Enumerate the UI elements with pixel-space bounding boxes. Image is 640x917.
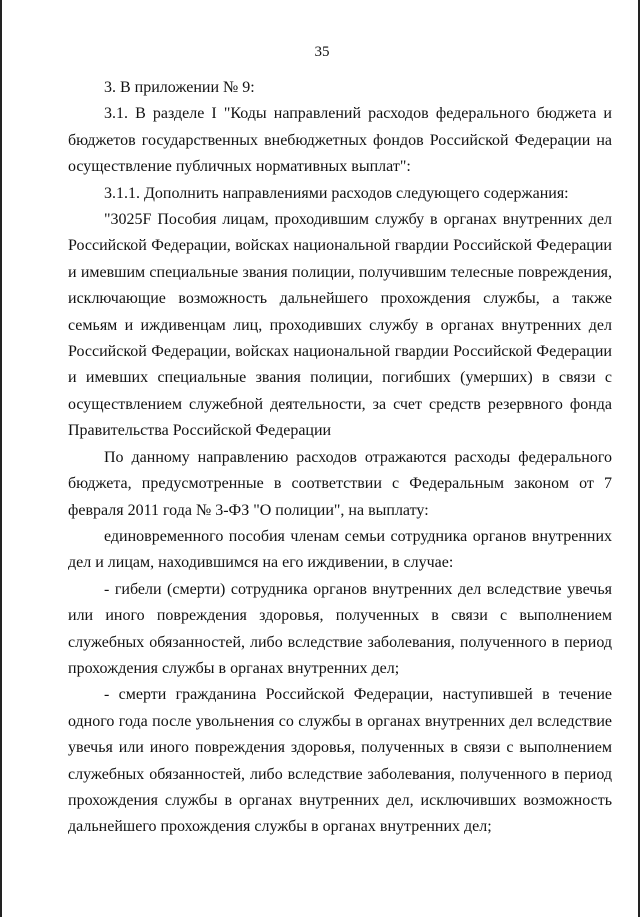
list-item-death-of-officer: - гибели (смерти) сотрудника органов внутренних дел вследствие увечья или иного повреждения здоровья, полученных в связи с выполнением служебных обязанностей, либо вследствие заболевания, полученного в период прохождения службы в органах внутренних дел; [68,580,612,677]
page-number: 35 [314,44,330,60]
list-item-death-after-dismissal: - смерти гражданина Российской Федерации, наступившей в течение одного года после увольнения со службы в органах внутренних дел вследствие увечья или иного повреждения здоровья, полученных в связи с выполнением служебных обязанностей, либо вследствие заболевания, полученного в период прохождения службы в органах внутренних дел, исключивших возможность дальнейшего прохождения службы в органах внутренних дел; [68,686,612,836]
paragraph-section-3: 3. В приложении № 9: [104,79,255,96]
paragraph-section-3-1-1: 3.1.1. Дополнить направлениями расходов следующего содержания: [104,184,569,202]
paragraph-expense-code-3025F: "3025F Пособия лицам, проходившим службу в органах внутренних дел Российской Федерации, войсках национальной гвардии Российской Федерации и имевшим специальные звания полиции, получившим телесные повреждения, исключающие возможность дальнейшего прохождения службы, а также семьям и иждивенцам лиц, проходивших службу в органах внутренних дел Российской Федерации, войсках национальной гвардии Российской Федерации и имевших специальные звания полиции, погибших (умерших) в связи с осуществлением служебной деятельности, за счет средств резервного фонда Правительства Российской Федерации [68,211,612,440]
paragraph-expense-description: По данному направлению расходов отражаются расходы федерального бюджета, предусмотренные в соответствии с Федеральным законом от 7 февраля 2011 года № 3-ФЗ "О полиции", на выплату: [68,448,612,519]
paragraph-section-3-1: 3.1. В разделе I "Коды направлений расходов федерального бюджета и бюджетов государственных внебюджетных фондов Российской Федерации на осуществление публичных нормативных выплат": [68,105,612,176]
document-body [68,75,612,841]
paragraph-lump-sum-benefit: единовременного пособия членам семьи сотрудника органов внутренних дел и лицам, находившимся на его иждивении, в случае: [68,527,612,572]
